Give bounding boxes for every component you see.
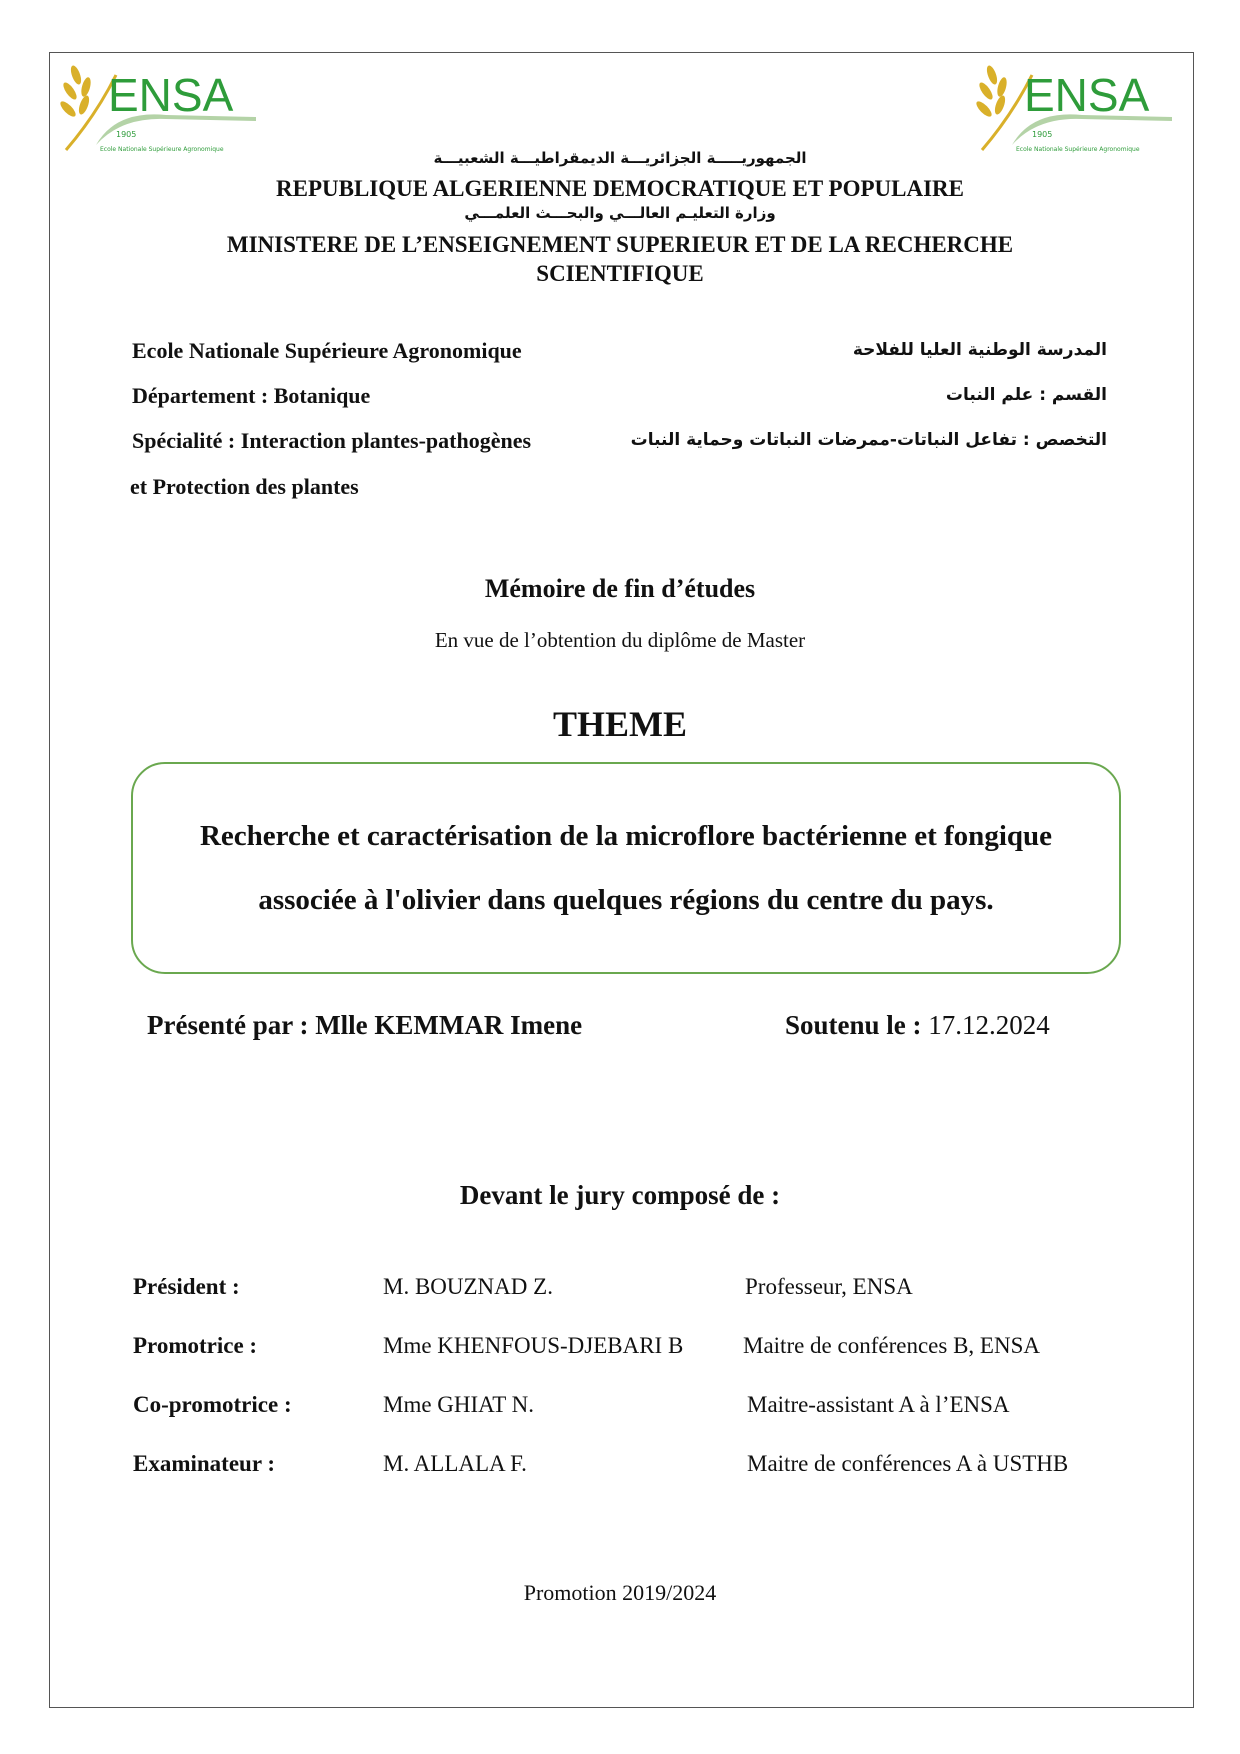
svg-text:1905: 1905: [1032, 130, 1053, 139]
svg-text:Ecole Nationale Supérieure Agr: Ecole Nationale Supérieure Agronomique: [1016, 146, 1140, 153]
memoire-subtitle: En vue de l’obtention du diplôme de Master: [434, 628, 806, 652]
ministry-arabic: وزارة التعليـم العالـــي والبحـــث العلمـــي: [464, 204, 776, 222]
svg-text:ENSA: ENSA: [1024, 69, 1150, 121]
jury-name: M. ALLALA F.: [383, 1451, 527, 1476]
theme-text: Recherche et caractérisation de la microflore bactérienne et fongique associée à l'olivier dans quelques régions du centre du pays.: [199, 820, 1053, 916]
jury-name: M. BOUZNAD Z.: [383, 1274, 553, 1299]
department-ar: القسم : علم النبات: [945, 385, 1107, 405]
specialty-fr-line2: et Protection des plantes: [130, 474, 359, 499]
svg-text:Ecole Nationale Supérieure Agr: Ecole Nationale Supérieure Agronomique: [100, 146, 224, 153]
school-name-ar: المدرسة الوطنية العليا للفلاحة: [852, 340, 1107, 360]
memoire-title: Mémoire de fin d’études: [484, 574, 756, 603]
ministry-french-text: MINISTERE DE L’ENSEIGNEMENT SUPERIEUR ET DE LA RECHERCHE SCIENTIFIQUE: [226, 232, 1014, 286]
republic-arabic: الجمهوريـــــة الجزائريـــة الديمقراطيـــة الشعبيـــة: [433, 149, 807, 167]
theme-box: [131, 762, 1121, 974]
jury-title: Devant le jury composé de :: [459, 1180, 781, 1210]
jury-title-position: Maitre-assistant A à l’ENSA: [747, 1392, 1010, 1417]
jury-title-position: Maitre de conférences A à USTHB: [747, 1451, 1069, 1476]
theme-label: THEME: [552, 704, 687, 744]
jury-name: Mme GHIAT N.: [383, 1392, 534, 1417]
jury-role: Co-promotrice :: [133, 1392, 292, 1417]
ensa-logo-right: [972, 55, 1172, 157]
jury-name: Mme KHENFOUS-DJEBARI B: [383, 1333, 684, 1358]
defense-date: [785, 1010, 1050, 1041]
promotion: Promotion 2019/2024: [523, 1580, 717, 1605]
svg-text:ENSA: ENSA: [108, 69, 234, 121]
ensa-logo-left: [56, 55, 256, 157]
svg-text:1905: 1905: [116, 130, 137, 139]
ministry-french: [0, 230, 1240, 288]
republic-french: REPUBLIQUE ALGERIENNE DEMOCRATIQUE ET POPULAIRE: [276, 176, 964, 201]
defense-date-label: Soutenu le :: [785, 1010, 922, 1040]
jury-title-position: Maitre de conférences B, ENSA: [743, 1333, 1040, 1358]
presented-by: Présenté par : Mlle KEMMAR Imene: [147, 1010, 583, 1040]
specialty-fr-line1: Spécialité : Interaction plantes-pathogènes: [132, 428, 532, 453]
jury-title-position: Professeur, ENSA: [745, 1274, 913, 1299]
specialty-ar: التخصص : تفاعل النباتات-ممرضات النباتات وحماية النبات: [630, 430, 1107, 450]
jury-role: Président :: [133, 1274, 240, 1299]
jury-role: Promotrice :: [133, 1333, 258, 1358]
department-fr: Département : Botanique: [132, 383, 371, 408]
defense-date-value: 17.12.2024: [928, 1010, 1050, 1040]
jury-role: Examinateur :: [133, 1451, 276, 1476]
school-name-fr: Ecole Nationale Supérieure Agronomique: [132, 338, 522, 363]
